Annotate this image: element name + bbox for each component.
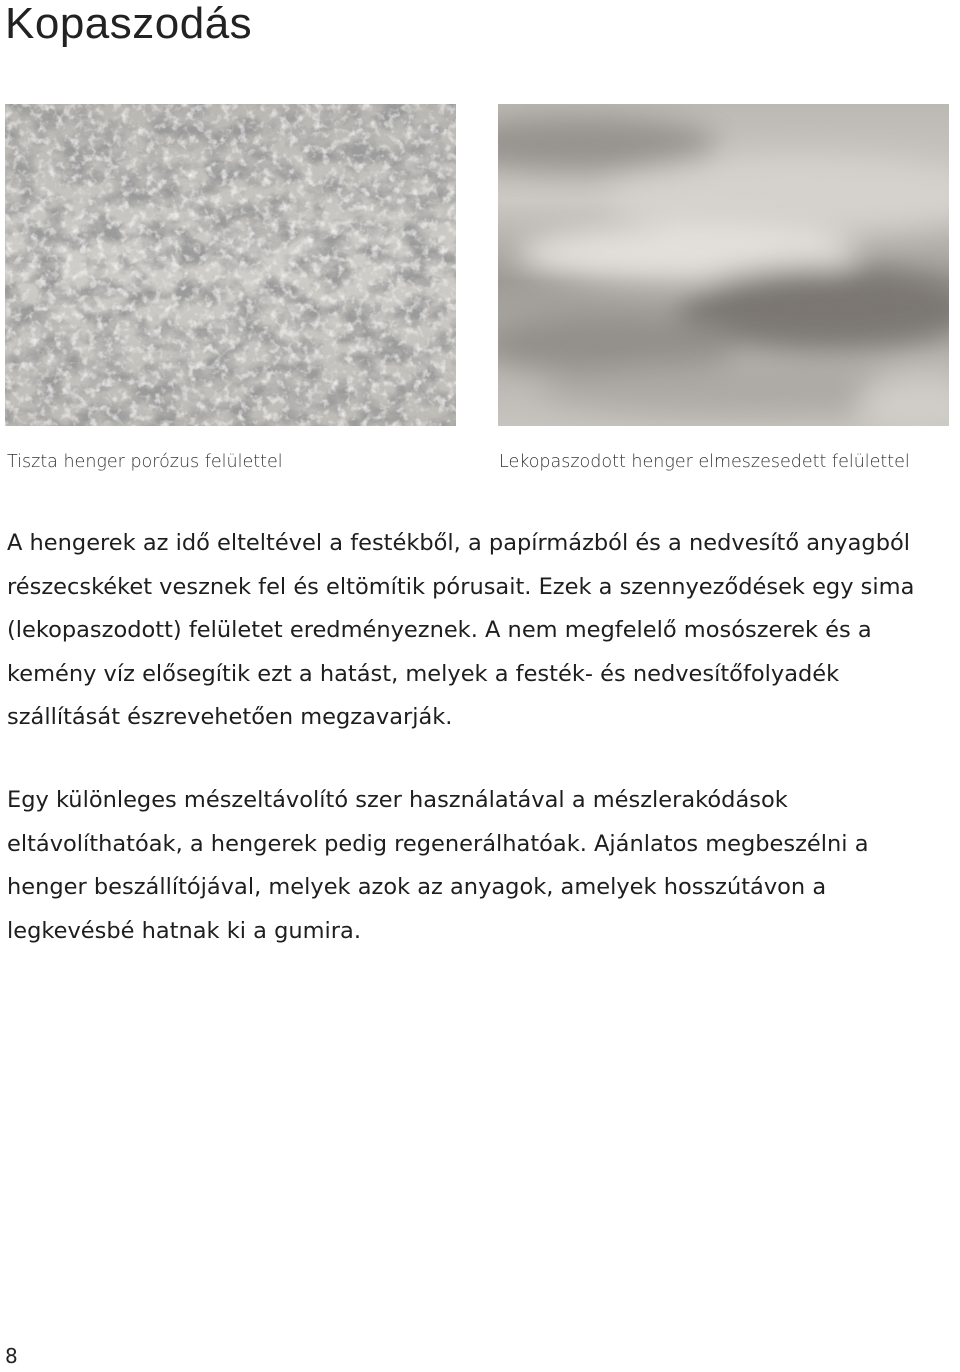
- body-paragraph: A hengerek az idő elteltével a festékből, a papírmázból és a nedvesítő anyagból részecskéket vesznek fel és eltömítik pórusait. Ezek a szennyeződések egy sima (lekopaszodott) felületet eredményeznek. A nem megfelelő mosószerek és a kemény víz elősegítik ezt a hatást, melyek a festék- és nedvesítőfolyadék szállítását észrevehetően megzavarják.: [7, 530, 915, 730]
- body-paragraph: Egy különleges mészeltávolító szer használatával a mészlerakódások eltávolíthatóak, a hengerek pedig regenerálhatóak. Ajánlatos megbeszélni a henger beszállítójával, melyek azok az anyagok, amelyek hosszútávon a legkevésbé hatnak ki a gumira.: [7, 787, 869, 944]
- left-photo-caption: Tiszta henger porózus felülettel: [7, 452, 283, 472]
- page-title: Kopaszodás: [5, 0, 253, 48]
- glazed-surface-image: [498, 104, 949, 426]
- porous-surface-image: [5, 104, 456, 426]
- glazed-surface-photo: [498, 104, 949, 426]
- right-photo-caption: Lekopaszodott henger elmeszesedett felülettel: [499, 452, 910, 472]
- page-number: 8: [5, 1344, 18, 1368]
- porous-surface-photo: [5, 104, 456, 426]
